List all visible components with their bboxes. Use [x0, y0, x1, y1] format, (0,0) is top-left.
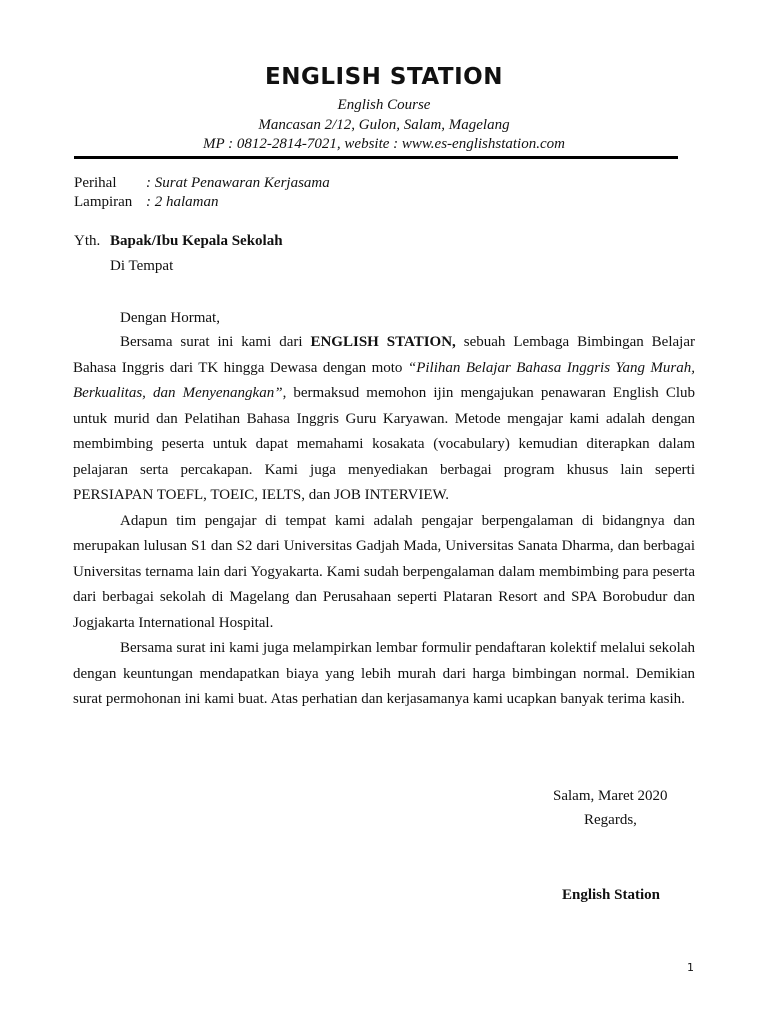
lampiran-row [74, 194, 219, 211]
recipient-place: Di Tempat [110, 258, 174, 274]
greeting: Dengan Hormat, [120, 310, 220, 326]
regards: Regards, [584, 812, 637, 828]
page-number: 1 [687, 961, 694, 974]
letterhead-address: Mancasan 2/12, Gulon, Salam, Magelang [258, 117, 510, 133]
letter-body [73, 330, 695, 713]
letterhead-subtitle: English Course [337, 97, 431, 113]
lampiran-label: Lampiran [74, 194, 133, 210]
recipient-salutation: Yth. [74, 233, 101, 249]
recipient-name: Bapak/Ibu Kepala Sekolah [110, 233, 283, 249]
p1-motto: “Pilihan Belajar Bahasa Inggris Yang Murah, Berkualitas, dan Menyenangkan” [73, 359, 695, 401]
recipient-line [74, 233, 283, 250]
lampiran-value: : 2 halaman [146, 194, 219, 210]
letterhead-contact: MP : 0812-2814-7021, website : www.es-englishstation.com [203, 136, 565, 152]
p1-intro: Bersama surat ini kami dari [120, 334, 311, 350]
paragraph-2: Adapun tim pengajar di tempat kami adalah pengajar berpengalaman di bidangnya dan merupakan lulusan S1 dan S2 dari Universitas Gadjah Mada, Universitas Sanata Dharma, dan berbagai Universitas ternama lain dari Yogyakarta. Kami sudah berpengalaman dalam membimbing para peserta dari berbagai sekolah di Magelang dan Perusahaan seperti Plataran Resort and SPA Borobudur dan Jogjakarta International Hospital. [73, 512, 695, 631]
perihal-value: : Surat Penawaran Kerjasama [146, 175, 330, 191]
perihal-label: Perihal [74, 175, 117, 191]
paragraph-3: Bersama surat ini kami juga melampirkan lembar formulir pendaftaran kolektif melalui sekolah dengan keuntungan mendapatkan biaya yang lebih murah dari harga bimbingan normal. Demikian surat permohonan ini kami buat. Atas perhatian dan kerjasamanya kami ucapkan banyak terima kasih. [73, 640, 695, 707]
signer-name: English Station [562, 887, 660, 903]
p1-rest: , bermaksud memohon ijin mengajukan penawaran English Club untuk murid dan Pelatihan Bahasa Inggris Guru Karyawan. Metode mengajar kami adalah dengan membimbing peserta untuk dapat memahami kosakata (vocabulary) kemudian diterapkan dalam pelajaran serta percakapan. Kami juga menyediakan berbagai program khusus lain seperti PERSIAPAN TOEFL, TOEIC, IELTS, dan JOB INTERVIEW. [73, 385, 696, 503]
letterhead-title: ENGLISH STATION [265, 64, 503, 90]
letterhead-divider [74, 156, 678, 159]
p1-description: sebuah Lembaga Bimbingan Belajar Bahasa Inggris dari TK hingga Dewasa dengan moto [73, 334, 695, 376]
paragraph-1 [73, 330, 695, 509]
p1-company: ENGLISH STATION, [310, 334, 456, 350]
perihal-row [74, 175, 330, 192]
place-date: Salam, Maret 2020 [553, 788, 668, 804]
